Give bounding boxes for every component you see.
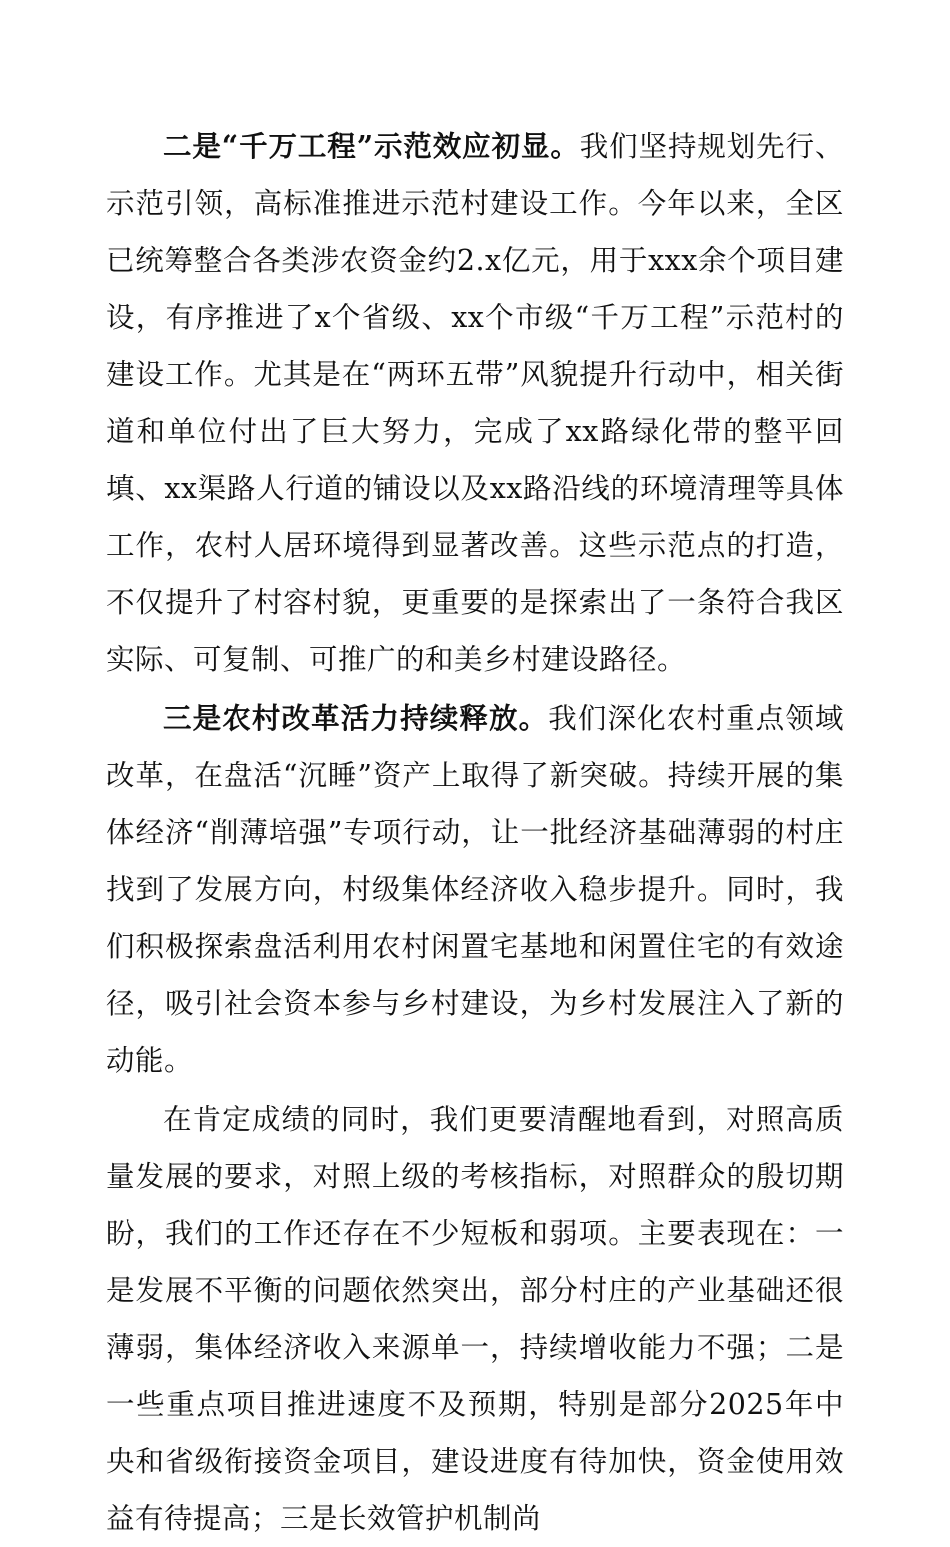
paragraph-3 <box>106 1091 844 1547</box>
paragraph-1 <box>106 118 844 688</box>
paragraph-1-text: 我们坚持规划先行、示范引领，高标准推进示范村建设工作。今年以来，全区已统筹整合各类涉农资金约2.x亿元，用于xxx余个项目建设，有序推进了x个省级、xx个市级“千万工程”示范村的建设工作。尤其是在“两环五带”风貌提升行动中，相关街道和单位付出了巨大努力，完成了xx路绿化带的整平回填、xx渠路人行道的铺设以及xx路沿线的环境清理等具体工作，农村人居环境得到显著改善。这些示范点的打造，不仅提升了村容村貌，更重要的是探索出了一条符合我区实际、可复制、可推广的和美乡村建设路径。 <box>106 130 844 676</box>
paragraph-3-text: 在肯定成绩的同时，我们更要清醒地看到，对照高质量发展的要求，对照上级的考核指标，对照群众的殷切期盼，我们的工作还存在不少短板和弱项。主要表现在：一是发展不平衡的问题依然突出，部分村庄的产业基础还很薄弱，集体经济收入来源单一，持续增收能力不强；二是一些重点项目推进速度不及预期，特别是部分2025年中央和省级衔接资金项目，建设进度有待加快，资金使用效益有待提高；三是长效管护机制尚 <box>106 1103 844 1535</box>
paragraph-1-lead: 二是“千万工程”示范效应初显。 <box>163 129 580 163</box>
paragraph-2-lead: 三是农村改革活力持续释放。 <box>163 701 549 735</box>
document-body <box>106 118 844 1547</box>
paragraph-2-text: 我们深化农村重点领域改革，在盘活“沉睡”资产上取得了新突破。持续开展的集体经济“削薄培强”专项行动，让一批经济基础薄弱的村庄找到了发展方向，村级集体经济收入稳步提升。同时，我们积极探索盘活利用农村闲置宅基地和闲置住宅的有效途径，吸引社会资本参与乡村建设，为乡村发展注入了新的动能。 <box>106 702 844 1077</box>
paragraph-2 <box>106 690 844 1089</box>
